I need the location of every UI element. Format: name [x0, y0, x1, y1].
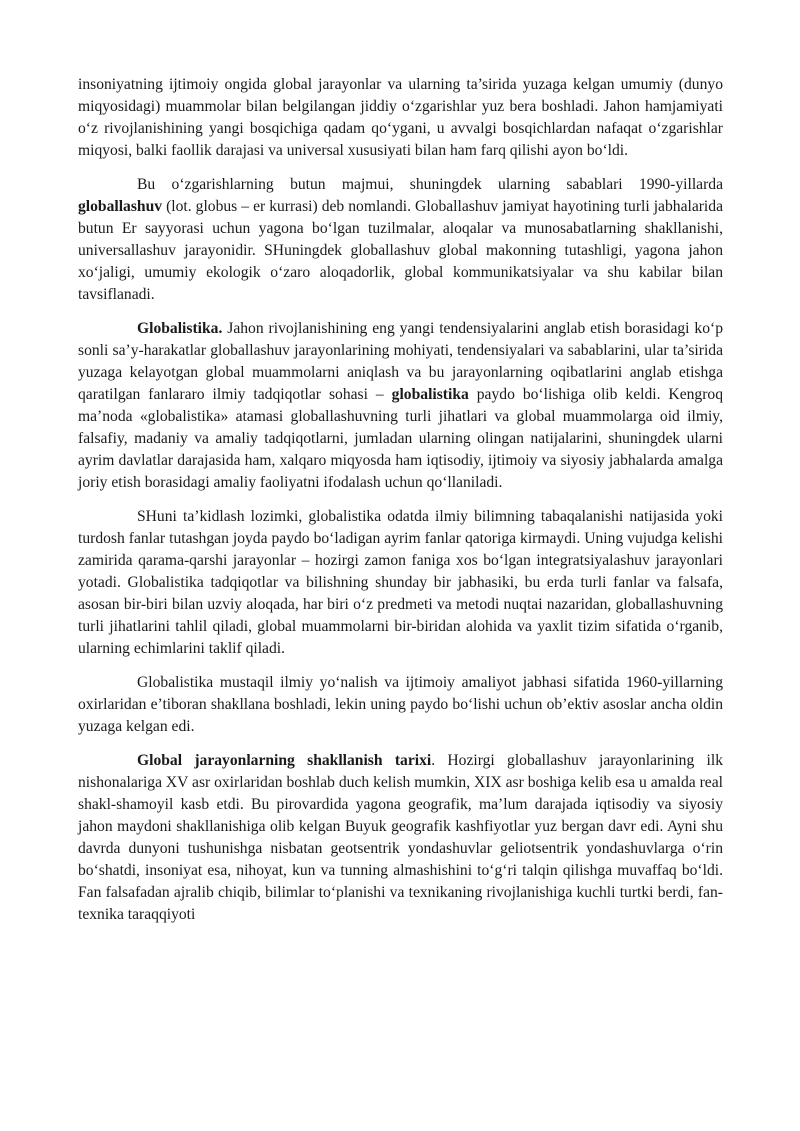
paragraph-text: Jahon rivojlanishining eng yangi tendensiyalarini anglab etish borasidagi ko‘p sonli sa’y-harakatlar globallashuv jarayonlarining mohiyati, tendensiyalari va sabablarini, ular ta’sirida yuzaga kelayotgan global muammolarni aniqlash va bu jarayonlarning oqibatlarini anglab etishga qaratilgan fanlararo ilmiy tadqiqotlar sohasi – [78, 320, 723, 403]
paragraph-1 [78, 74, 723, 162]
paragraph-text: Bu o‘zgarishlarning butun majmui, shuningdek ularning sabablari 1990-yillarda [137, 176, 723, 193]
paragraph-text: insoniyatning ijtimoiy ongida global jarayonlar va ularning ta’sirida yuzaga kelgan umumiy (dunyo miqyosidagi) muammolar bilan belgilangan jiddiy o‘zgarishlar yuz bera boshladi. Jahon hamjamiyati o‘z rivojlanishining yangi bosqichiga qadam qo‘ygani, u avvalgi bosqichlardan nafaqat o‘zgarishlar miqyosi, balki faollik darajasi va universal xususiyati bilan ham farq qilishi ayon bo‘ldi. [78, 76, 723, 159]
paragraph-text: SHuni ta’kidlash lozimki, globalistika odatda ilmiy bilimning tabaqalanishi natijasida yoki turdosh fanlar tutashgan joyda paydo bo‘ladigan ayrim fanlar qatoriga kirmaydi. Uning vujudga kelishi zamirida qarama-qarshi jarayonlar – hozirgi zamon faniga xos bo‘lgan integratsiyalashuv jarayonlari yotadi. Globalistika tadqiqotlar va bilishning shunday bir jabhasiki, bu erda turli fanlar va falsafa, asosan bir-biri bilan uzviy aloqada, har biri o‘z predmeti va metodi nuqtai nazaridan, globallashuvning turli jihatlarini tahlil qiladi, global muammolarni bir-biridan alohida va yaxlit tizim sifatida o‘rganib, ularning echimlarini taklif qiladi. [78, 508, 723, 657]
paragraph-text: paydo bo‘lishiga olib keldi. Kengroq ma’noda «globalistika» atamasi globallashuvning turli jihatlari va global muammolarga oid ilmiy, falsafiy, madaniy va amaliy tadqiqotlarni, jumladan ularning olingan natijalarini, shuningdek ularni ayrim davlatlar darajasida ham, xalqaro miqyosda ham iqtisodiy, ijtimoiy va siyosiy jabhalarda amalga joriy etish borasidagi amaliy faoliyatni ifodalash uchun qo‘llaniladi. [78, 386, 723, 491]
paragraph-6 [78, 750, 723, 926]
paragraph-2 [78, 174, 723, 306]
term-globalistika: globalistika [391, 386, 469, 403]
paragraph-3 [78, 318, 723, 494]
paragraph-5 [78, 672, 723, 738]
paragraph-text: (lot. globus – er kurrasi) deb nomlandi. Globallashuv jamiyat hayotining turli jabhalarida butun Er sayyorasi uchun yagona bo‘lgan tuzilmalar, aloqalar va munosabatlarning shakllanishi, universallashuv jarayonidir. SHuningdek globallashuv global makonning tutashligi, yagona jahon xo‘jaligi, umumiy ekologik o‘zaro aloqadorlik, global kommunikatsiyalar va shu kabilar bilan tavsiflanadi. [78, 198, 723, 303]
term-globallashuv: globallashuv [78, 198, 163, 215]
paragraph-text: . Hozirgi globallashuv jarayonlarining ilk nishonalariga XV asr oxirlaridan boshlab duch kelish mumkin, XIX asr boshiga kelib esa u amalda real shakl-shamoyil kasb etdi. Bu pirovardida yagona geografik, ma’lum darajada iqtisodiy va siyosiy jahon maydoni shakllanishiga olib kelgan Buyuk geografik kashfiyotlar yuz bergan davr edi. Ayni shu davrda dunyoni tushunishga nisbatan geotsentrik yondashuvlar geliotsentrik yondashuvlarga o‘rin bo‘shatdi, insoniyat esa, nihoyat, kun va tunning almashishini to‘g‘ri talqin qilishga muvaffaq bo‘ldi. Fan falsafadan ajralib chiqib, bilimlar to‘planishi va texnikaning rivojlanishiga kuchli turtki berdi, fan-texnika taraqqiyoti [78, 752, 723, 923]
paragraph-text: Globalistika mustaqil ilmiy yo‘nalish va ijtimoiy amaliyot jabhasi sifatida 1960-yillarning oxirlaridan e’tiboran shakllana boshladi, lekin uning paydo bo‘lishi uchun ob’ektiv asoslar ancha oldin yuzaga kelgan edi. [78, 674, 723, 735]
section-heading-globalistika: Globalistika. [137, 320, 223, 337]
paragraph-4 [78, 506, 723, 660]
document-page [78, 74, 723, 938]
section-heading-history: Global jarayonlarning shakllanish tarixi [137, 752, 432, 769]
